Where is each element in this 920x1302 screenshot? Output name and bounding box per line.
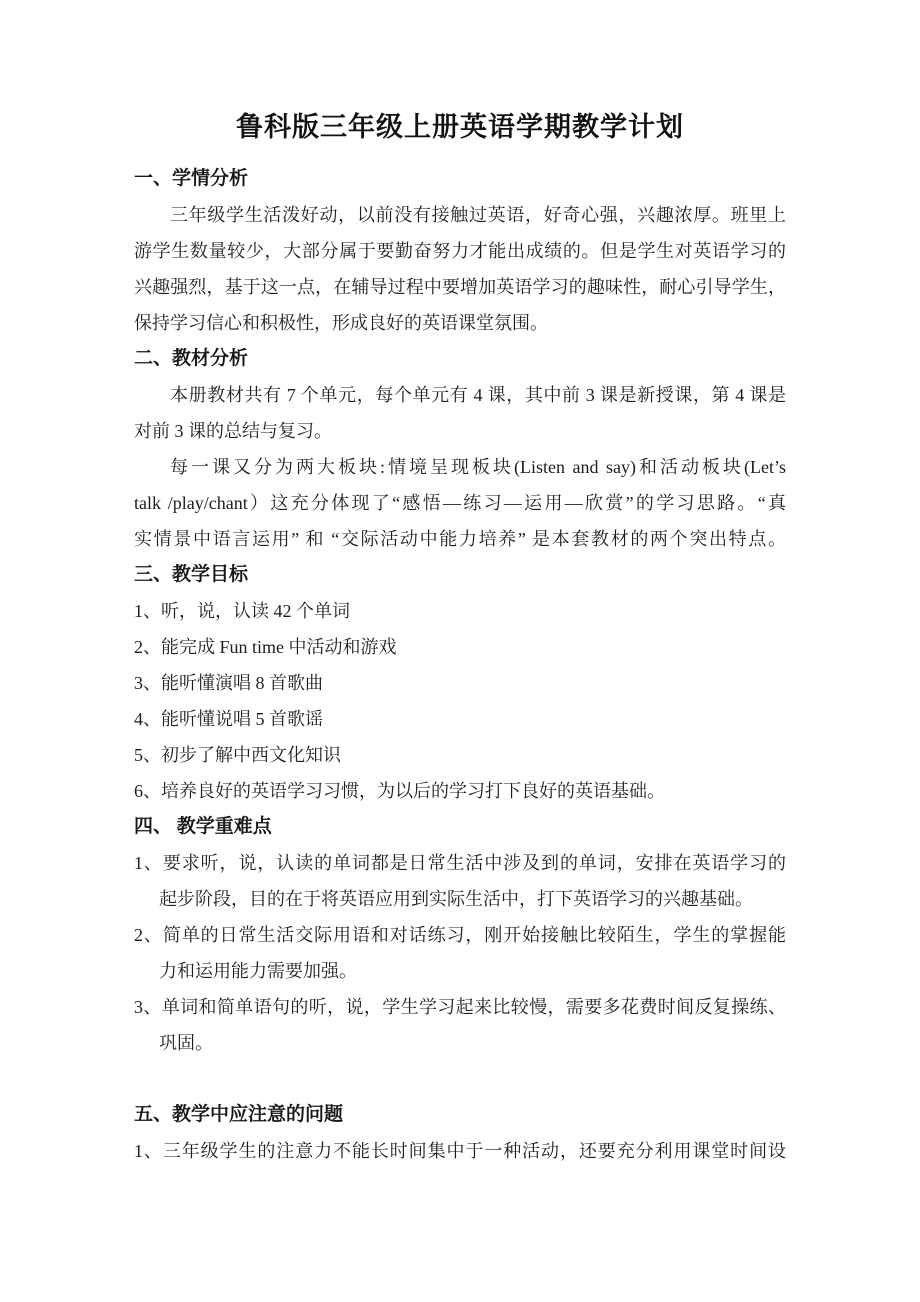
- list-item: 2、简单的日常生活交际用语和对话练习，刚开始接触比较陌生，学生的掌握能: [134, 925, 786, 945]
- list-item-continuation: 起步阶段，目的在于将英语应用到实际生活中，打下英语学习的兴趣基础。: [159, 889, 753, 909]
- list-item: 6、培养良好的英语学习习惯，为以后的学习打下良好的英语基础。: [134, 781, 665, 801]
- list-item: 3、单词和简单语句的听，说，学生学习起来比较慢，需要多花费时间反复操练、: [134, 997, 786, 1017]
- text-line: 保持学习信心和积极性，形成良好的英语课堂氛围。: [134, 313, 548, 333]
- text-line: talk /play/chant）这充分体现了“感悟—练习—运用—欣赏”的学习思路。“真: [134, 493, 786, 513]
- text-line: 对前 3 课的总结与复习。: [134, 421, 332, 441]
- list-item: 5、初步了解中西文化知识: [134, 745, 341, 765]
- list-item: 1、要求听，说，认读的单词都是日常生活中涉及到的单词，安排在英语学习的: [134, 853, 786, 873]
- section-heading-2: 二、教材分析: [134, 348, 249, 369]
- text-line: 兴趣强烈，基于这一点，在辅导过程中要增加英语学习的趣味性，耐心引导学生，: [134, 277, 786, 297]
- section-heading-4: 四、 教学重难点: [134, 816, 272, 837]
- section-heading-3: 三、教学目标: [134, 564, 249, 585]
- text-line: 三年级学生活泼好动，以前没有接触过英语，好奇心强，兴趣浓厚。班里上: [170, 205, 786, 225]
- section-heading-1: 一、学情分析: [134, 168, 249, 189]
- text-line: 本册教材共有 7 个单元，每个单元有 4 课，其中前 3 课是新授课，第 4 课是: [170, 385, 786, 405]
- list-item: 1、听，说，认读 42 个单词: [134, 601, 350, 621]
- page-title: 鲁科版三年级上册英语学期教学计划: [236, 112, 684, 142]
- text-line: 实情景中语言运用” 和 “交际活动中能力培养” 是本套教材的两个突出特点。: [134, 529, 786, 549]
- list-item: 3、能听懂演唱 8 首歌曲: [134, 673, 323, 693]
- list-item: 1、三年级学生的注意力不能长时间集中于一种活动，还要充分利用课堂时间设: [134, 1141, 786, 1161]
- text-line: 每一课又分为两大板块:情境呈现板块(Listen and say)和活动板块(Let’s: [170, 457, 786, 477]
- text-line: 游学生数量较少，大部分属于要勤奋努力才能出成绩的。但是学生对英语学习的: [134, 241, 786, 261]
- list-item: 4、能听懂说唱 5 首歌谣: [134, 709, 323, 729]
- section-heading-5: 五、教学中应注意的问题: [134, 1104, 344, 1125]
- list-item-continuation: 巩固。: [159, 1033, 213, 1053]
- list-item-continuation: 力和运用能力需要加强。: [159, 961, 357, 981]
- list-item: 2、能完成 Fun time 中活动和游戏: [134, 637, 397, 657]
